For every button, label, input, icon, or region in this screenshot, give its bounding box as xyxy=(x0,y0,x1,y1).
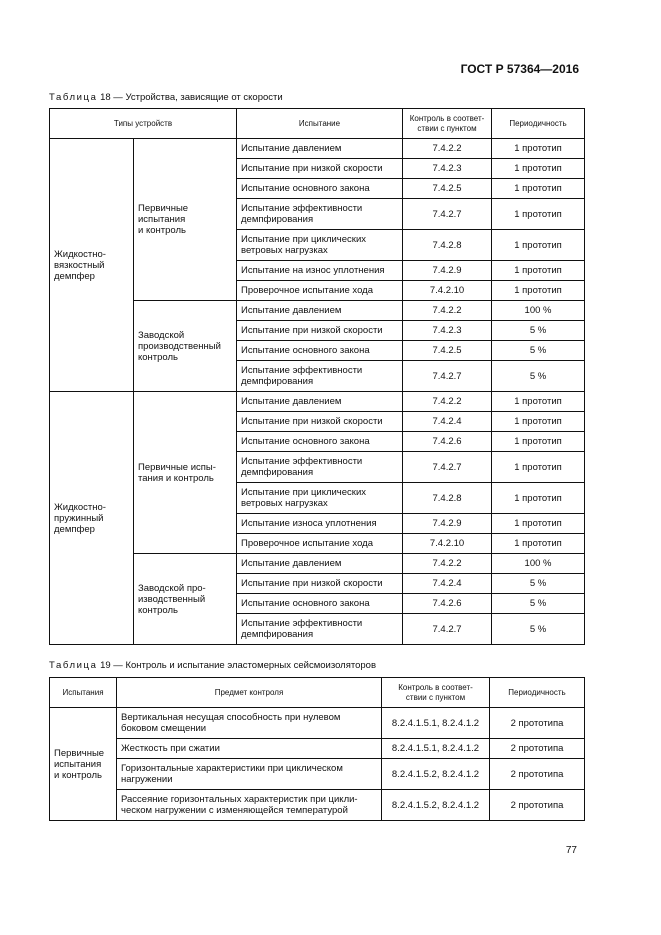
test-name-cell xyxy=(237,554,403,574)
table19-caption xyxy=(49,660,376,671)
periodicity-cell-text: 1 прототип xyxy=(514,538,562,549)
table18-caption-text: 18 — Устройства, зависящие от скорости xyxy=(97,92,283,103)
reference-cell-text: 8.2.4.1.5.1, 8.2.4.1.2 xyxy=(391,743,480,754)
periodicity-cell-text: 1 прототип xyxy=(514,183,562,194)
reference-cell-text: 8.2.4.1.5.2, 8.2.4.1.2 xyxy=(391,768,480,780)
periodicity-cell xyxy=(492,534,585,554)
test-name-cell-text: Испытание при низкой скорости xyxy=(241,325,383,336)
periodicity-cell-text: 1 прототип xyxy=(514,396,562,407)
test-name-cell xyxy=(237,281,403,301)
test-name-cell-text: Проверочное испытание хода xyxy=(241,285,373,296)
periodicity-cell-text: 1 прототип xyxy=(514,492,562,504)
periodicity-cell-text: 1 прототип xyxy=(514,518,562,529)
reference-cell xyxy=(403,139,492,159)
col-header-periodicity xyxy=(490,678,585,708)
test-name-cell xyxy=(237,483,403,514)
test-name-cell-text: Испытание эффективности демпфирования xyxy=(241,203,363,225)
test-name-cell xyxy=(237,432,403,452)
reference-cell-text: 7.4.2.7 xyxy=(432,208,462,220)
reference-cell-text: 7.4.2.3 xyxy=(432,163,462,174)
test-name-cell-text: Испытание давлением xyxy=(241,143,342,154)
periodicity-cell xyxy=(490,708,585,739)
page-number: 77 xyxy=(565,845,577,856)
test-name-cell-text: Испытание при циклических ветровых нагрузках xyxy=(241,234,366,256)
periodicity-cell-text: 2 прототипа xyxy=(510,717,564,729)
test-name-cell xyxy=(237,230,403,261)
test-name-cell-text: Испытание давлением xyxy=(241,558,342,569)
table18-caption xyxy=(49,92,283,103)
periodicity-cell xyxy=(492,301,585,321)
periodicity-cell xyxy=(492,261,585,281)
device-type-cell xyxy=(50,392,134,645)
col-header-device-types xyxy=(50,109,237,139)
reference-cell-text: 7.4.2.2 xyxy=(432,558,462,569)
test-group-cell xyxy=(134,301,237,392)
device-type-cell-text: Жидкостно- вязкостный демпфер xyxy=(54,248,106,282)
periodicity-cell-text: 1 прототип xyxy=(514,208,562,220)
periodicity-cell xyxy=(492,230,585,261)
periodicity-cell-text: 5 % xyxy=(529,623,547,635)
reference-cell xyxy=(403,199,492,230)
test-name-cell-text: Испытание износа уплотнения xyxy=(241,518,377,529)
table-row xyxy=(50,739,585,759)
col-header-reference-text: Контроль в соответ- ствии с пунктом xyxy=(409,113,485,133)
test-name-cell-text: Испытание эффективности демпфирования xyxy=(241,456,363,478)
subject-cell xyxy=(117,790,382,821)
test-group-cell-text: Первичные испытания и контроль xyxy=(54,747,105,781)
reference-cell-text: 7.4.2.8 xyxy=(432,239,462,251)
periodicity-cell-text: 1 прототип xyxy=(514,285,562,296)
test-name-cell-text: Испытание основного закона xyxy=(241,436,370,447)
periodicity-cell xyxy=(492,139,585,159)
test-name-cell-text: Испытание при низкой скорости xyxy=(241,578,383,589)
test-name-cell-text: Испытание эффективности демпфирования xyxy=(241,618,363,640)
periodicity-cell xyxy=(492,179,585,199)
periodicity-cell-text: 1 прототип xyxy=(514,239,562,251)
test-name-cell-text: Испытание при низкой скорости xyxy=(241,416,383,427)
test-group-cell xyxy=(134,392,237,554)
periodicity-cell xyxy=(492,452,585,483)
periodicity-cell xyxy=(490,790,585,821)
test-group-cell xyxy=(134,554,237,645)
periodicity-cell-text: 1 прототип xyxy=(514,416,562,427)
col-header-test-text: Испытание xyxy=(298,118,341,128)
test-name-cell-text: Испытание эффективности демпфирования xyxy=(241,365,363,387)
reference-cell-text: 7.4.2.6 xyxy=(432,436,462,447)
reference-cell-text: 7.4.2.10 xyxy=(429,285,465,296)
periodicity-cell xyxy=(492,361,585,392)
reference-cell xyxy=(403,594,492,614)
standard-designation: ГОСТ Р 57364—2016 xyxy=(460,62,579,76)
test-name-cell xyxy=(237,321,403,341)
table-row xyxy=(50,139,585,159)
device-type-cell xyxy=(50,139,134,392)
reference-cell-text: 7.4.2.2 xyxy=(432,396,462,407)
reference-cell xyxy=(403,534,492,554)
subject-cell-text: Вертикальная несущая способность при нулевом боковом смещении xyxy=(121,712,341,734)
periodicity-cell xyxy=(492,321,585,341)
test-name-cell xyxy=(237,614,403,645)
reference-cell-text: 7.4.2.6 xyxy=(432,598,462,609)
subject-cell xyxy=(117,739,382,759)
reference-cell xyxy=(403,361,492,392)
test-name-cell-text: Испытание на износ уплотнения xyxy=(241,265,385,276)
periodicity-cell xyxy=(490,739,585,759)
reference-cell xyxy=(403,554,492,574)
reference-cell xyxy=(403,614,492,645)
periodicity-cell-text: 1 прототип xyxy=(514,265,562,276)
periodicity-cell xyxy=(492,614,585,645)
reference-cell-text: 7.4.2.7 xyxy=(432,623,462,635)
reference-cell-text: 7.4.2.5 xyxy=(432,183,462,194)
subject-cell-text: Горизонтальные характеристики при циклическом нагружении xyxy=(121,763,343,785)
reference-cell xyxy=(403,261,492,281)
reference-cell xyxy=(382,790,490,821)
reference-cell-text: 8.2.4.1.5.1, 8.2.4.1.2 xyxy=(391,717,480,729)
periodicity-cell-text: 5 % xyxy=(529,345,547,356)
test-group-cell xyxy=(134,139,237,301)
reference-cell-text: 7.4.2.5 xyxy=(432,345,462,356)
test-group-cell-text: Первичные испы- тания и контроль xyxy=(138,461,216,484)
periodicity-cell xyxy=(492,392,585,412)
col-header-tests xyxy=(50,678,117,708)
periodicity-cell-text: 2 прототипа xyxy=(510,768,564,780)
test-name-cell xyxy=(237,179,403,199)
periodicity-cell-text: 1 прототип xyxy=(514,436,562,447)
reference-cell xyxy=(382,739,490,759)
periodicity-cell-text: 5 % xyxy=(529,370,547,382)
test-name-cell xyxy=(237,514,403,534)
periodicity-cell-text: 100 % xyxy=(524,305,552,316)
reference-cell xyxy=(403,483,492,514)
periodicity-cell xyxy=(492,594,585,614)
reference-cell-text: 7.4.2.2 xyxy=(432,305,462,316)
subject-cell-text: Рассеяние горизонтальных характеристик при цикли- ческом нагружении с изменяющейся температурой xyxy=(121,794,358,816)
periodicity-cell xyxy=(490,759,585,790)
periodicity-cell xyxy=(492,159,585,179)
test-group-cell-text: Заводской про- изводственный контроль xyxy=(138,582,206,616)
table-row xyxy=(50,790,585,821)
reference-cell xyxy=(403,301,492,321)
col-header-periodicity-text: Периодичность xyxy=(508,687,566,697)
col-header-periodicity xyxy=(492,109,585,139)
col-header-subject-text: Предмет контроля xyxy=(214,687,284,697)
test-name-cell xyxy=(237,301,403,321)
reference-cell xyxy=(403,321,492,341)
periodicity-cell-text: 5 % xyxy=(529,598,547,609)
reference-cell xyxy=(382,708,490,739)
test-name-cell-text: Испытание основного закона xyxy=(241,345,370,356)
reference-cell-text: 7.4.2.7 xyxy=(432,461,462,473)
periodicity-cell xyxy=(492,199,585,230)
reference-cell-text: 7.4.2.2 xyxy=(432,143,462,154)
table19-caption-text: 19 — Контроль и испытание эластомерных сейсмоизоляторов xyxy=(97,660,376,671)
reference-cell-text: 7.4.2.8 xyxy=(432,492,462,504)
table-row xyxy=(50,392,585,412)
periodicity-cell-text: 100 % xyxy=(524,558,552,569)
reference-cell xyxy=(403,341,492,361)
test-name-cell xyxy=(237,261,403,281)
subject-cell xyxy=(117,759,382,790)
periodicity-cell-text: 2 прототипа xyxy=(510,743,564,754)
periodicity-cell-text: 1 прототип xyxy=(514,163,562,174)
test-name-cell xyxy=(237,199,403,230)
test-name-cell-text: Испытание основного закона xyxy=(241,598,370,609)
periodicity-cell xyxy=(492,432,585,452)
col-header-periodicity-text: Периодичность xyxy=(509,118,567,128)
periodicity-cell-text: 5 % xyxy=(529,578,547,589)
reference-cell xyxy=(403,452,492,483)
col-header-device-types-text: Типы устройств xyxy=(113,118,173,128)
test-name-cell xyxy=(237,452,403,483)
device-type-cell-text: Жидкостно- пружинный демпфер xyxy=(54,501,106,535)
reference-cell xyxy=(403,230,492,261)
reference-cell xyxy=(403,432,492,452)
reference-cell-text: 7.4.2.4 xyxy=(432,578,462,589)
reference-cell-text: 7.4.2.10 xyxy=(429,538,465,549)
table-row xyxy=(50,759,585,790)
test-name-cell-text: Проверочное испытание хода xyxy=(241,538,373,549)
subject-cell xyxy=(117,708,382,739)
test-name-cell xyxy=(237,412,403,432)
test-name-cell-text: Испытание давлением xyxy=(241,396,342,407)
test-name-cell xyxy=(237,594,403,614)
test-name-cell xyxy=(237,534,403,554)
reference-cell-text: 7.4.2.7 xyxy=(432,370,462,382)
col-header-subject xyxy=(117,678,382,708)
periodicity-cell xyxy=(492,412,585,432)
col-header-reference-text: Контроль в соответ- ствии с пунктом xyxy=(398,682,473,702)
reference-cell-text: 7.4.2.3 xyxy=(432,325,462,336)
subject-cell-text: Жесткость при сжатии xyxy=(121,743,220,754)
col-header-tests-text: Испытания xyxy=(62,687,104,697)
periodicity-cell-text: 2 прототипа xyxy=(510,799,564,811)
test-name-cell xyxy=(237,361,403,392)
reference-cell xyxy=(403,281,492,301)
col-header-reference xyxy=(403,109,492,139)
test-name-cell-text: Испытание при циклических ветровых нагрузках xyxy=(241,487,366,509)
test-group-cell-text: Первичные испытания и контроль xyxy=(138,203,189,236)
reference-cell xyxy=(403,179,492,199)
periodicity-cell xyxy=(492,341,585,361)
test-name-cell xyxy=(237,392,403,412)
periodicity-cell xyxy=(492,514,585,534)
test-name-cell-text: Испытание давлением xyxy=(241,305,342,316)
reference-cell xyxy=(403,574,492,594)
table-row xyxy=(50,708,585,739)
reference-cell-text: 8.2.4.1.5.2, 8.2.4.1.2 xyxy=(391,799,480,811)
test-name-cell xyxy=(237,574,403,594)
periodicity-cell xyxy=(492,554,585,574)
table19-caption-prefix: Таблица xyxy=(49,660,98,671)
reference-cell xyxy=(403,514,492,534)
periodicity-cell xyxy=(492,483,585,514)
reference-cell-text: 7.4.2.9 xyxy=(432,265,462,276)
reference-cell xyxy=(403,412,492,432)
test-name-cell xyxy=(237,139,403,159)
col-header-test xyxy=(237,109,403,139)
periodicity-cell xyxy=(492,574,585,594)
reference-cell-text: 7.4.2.4 xyxy=(432,416,462,427)
periodicity-cell-text: 5 % xyxy=(529,325,547,336)
test-name-cell xyxy=(237,159,403,179)
test-group-cell-text: Заводской производственный контроль xyxy=(138,329,221,363)
test-name-cell-text: Испытание при низкой скорости xyxy=(241,163,383,174)
test-group-cell xyxy=(50,708,117,821)
col-header-reference xyxy=(382,678,490,708)
test-name-cell-text: Испытание основного закона xyxy=(241,183,370,194)
table-19 xyxy=(49,677,585,821)
reference-cell xyxy=(403,392,492,412)
reference-cell xyxy=(382,759,490,790)
periodicity-cell xyxy=(492,281,585,301)
reference-cell-text: 7.4.2.9 xyxy=(432,518,462,529)
periodicity-cell-text: 1 прототип xyxy=(514,143,562,154)
reference-cell xyxy=(403,159,492,179)
table18-caption-prefix: Таблица xyxy=(49,92,98,103)
test-name-cell xyxy=(237,341,403,361)
periodicity-cell-text: 1 прототип xyxy=(514,461,562,473)
table-18 xyxy=(49,108,585,645)
